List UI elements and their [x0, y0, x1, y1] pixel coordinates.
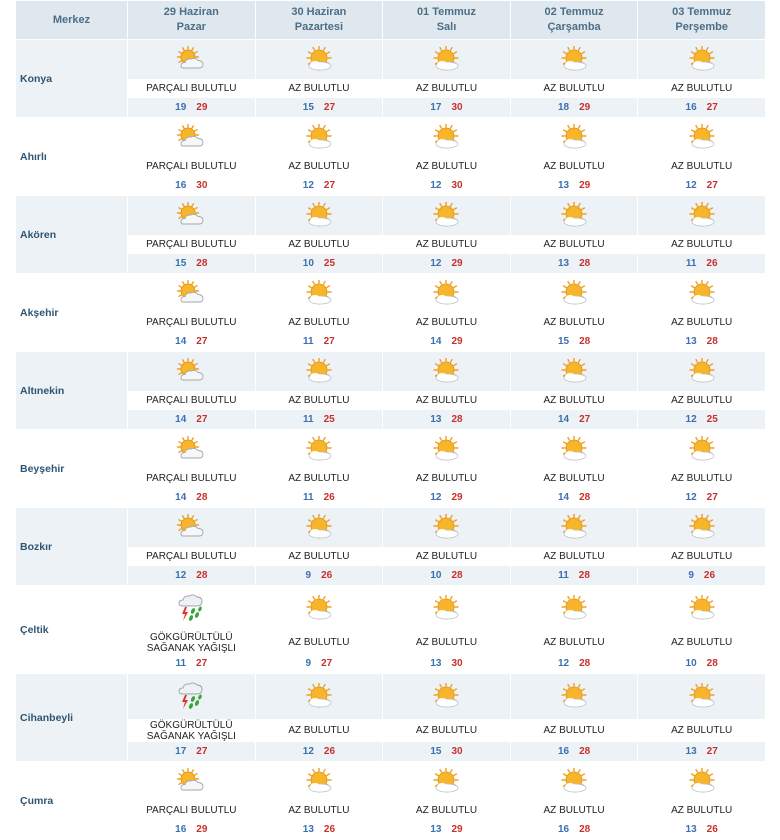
header-date: 02 Temmuz	[544, 6, 604, 18]
max-temperature: 28	[196, 492, 208, 503]
condition-text: PARÇALI BULUTLU	[128, 391, 255, 410]
min-temperature: 13	[430, 658, 442, 669]
mostly-sunny-icon	[687, 358, 717, 386]
condition-text: PARÇALI BULUTLU	[128, 547, 255, 566]
condition-text: AZ BULUTLU	[511, 631, 638, 654]
max-temperature: 28	[706, 336, 718, 347]
table-row	[16, 40, 766, 118]
min-temperature: 11	[685, 258, 697, 269]
forecast-cell	[128, 352, 256, 430]
partly-cloudy-icon	[176, 202, 206, 230]
max-temperature: 30	[451, 102, 463, 113]
forecast-cell	[510, 40, 638, 118]
condition-text: AZ BULUTLU	[511, 801, 638, 820]
condition-text: AZ BULUTLU	[256, 547, 383, 566]
header-weekday: Pazartesi	[294, 21, 344, 33]
min-temperature: 14	[175, 336, 187, 347]
table-row	[16, 674, 766, 762]
header-day-1	[128, 1, 256, 40]
forecast-cell	[383, 762, 511, 840]
header-day-2	[255, 1, 383, 40]
forecast-cell	[128, 586, 256, 674]
max-temperature: 27	[323, 180, 336, 191]
partly-cloudy-icon	[176, 768, 206, 796]
min-temperature: 12	[175, 570, 187, 581]
min-temperature: 14	[430, 336, 442, 347]
min-temperature: 12	[302, 180, 314, 191]
forecast-cell	[383, 118, 511, 196]
max-temperature: 28	[579, 658, 591, 669]
forecast-cell	[510, 196, 638, 274]
header-weekday: Pazar	[176, 21, 206, 33]
max-temperature: 27	[323, 336, 335, 347]
mostly-sunny-icon	[304, 124, 334, 152]
city-name[interactable]: Çumra	[16, 762, 128, 840]
partly-cloudy-icon	[176, 46, 206, 74]
min-temperature: 12	[430, 492, 442, 503]
condition-text: AZ BULUTLU	[256, 79, 383, 98]
condition-text: AZ BULUTLU	[638, 719, 765, 742]
condition-text: PARÇALI BULUTLU	[128, 469, 255, 488]
condition-text: PARÇALI BULUTLU	[128, 157, 255, 176]
condition-text: AZ BULUTLU	[383, 547, 510, 566]
partly-cloudy-icon	[176, 280, 206, 308]
forecast-cell	[383, 674, 511, 762]
forecast-cell	[128, 274, 256, 352]
condition-text: AZ BULUTLU	[638, 631, 765, 654]
forecast-table	[15, 0, 766, 840]
condition-text: GÖKGÜRÜLTÜLÜ SAĞANAK YAĞIŞLI	[128, 719, 255, 742]
header-day-4	[510, 1, 638, 40]
min-temperature: 16	[685, 102, 697, 113]
city-name[interactable]: Akören	[16, 196, 128, 274]
forecast-cell	[255, 586, 383, 674]
max-temperature: 25	[706, 414, 718, 425]
forecast-cell	[128, 674, 256, 762]
max-temperature: 25	[323, 414, 335, 425]
forecast-cell	[255, 352, 383, 430]
max-temperature: 30	[451, 658, 463, 669]
header-weekday: Salı	[436, 21, 457, 33]
max-temperature: 29	[196, 824, 208, 835]
forecast-cell	[510, 274, 638, 352]
mostly-sunny-icon	[304, 514, 334, 542]
condition-text: AZ BULUTLU	[383, 79, 510, 98]
condition-text: AZ BULUTLU	[256, 235, 383, 254]
table-row	[16, 118, 766, 196]
forecast-cell	[255, 762, 383, 840]
header-date: 29 Haziran	[163, 6, 219, 18]
header-date: 30 Haziran	[291, 6, 347, 18]
forecast-cell	[383, 40, 511, 118]
max-temperature: 28	[451, 570, 463, 581]
condition-text: AZ BULUTLU	[256, 391, 383, 410]
forecast-cell	[510, 118, 638, 196]
condition-text: AZ BULUTLU	[256, 719, 383, 742]
mostly-sunny-icon	[559, 768, 589, 796]
mostly-sunny-icon	[559, 46, 589, 74]
min-temperature: 13	[302, 824, 314, 835]
forecast-cell	[638, 430, 766, 508]
forecast-cell	[383, 196, 511, 274]
max-temperature: 28	[579, 824, 591, 835]
max-temperature: 27	[706, 492, 718, 503]
forecast-cell	[128, 762, 256, 840]
mostly-sunny-icon	[559, 436, 589, 464]
forecast-cell	[510, 586, 638, 674]
min-temperature: 15	[557, 336, 570, 347]
header-date: 03 Temmuz	[672, 6, 732, 18]
max-temperature: 29	[451, 492, 463, 503]
min-temperature: 14	[175, 414, 187, 425]
max-temperature: 26	[323, 746, 336, 757]
min-temperature: 14	[557, 414, 570, 425]
city-name[interactable]: Ahırlı	[16, 118, 128, 196]
min-temperature: 13	[685, 824, 697, 835]
min-temperature: 14	[557, 492, 570, 503]
condition-text: AZ BULUTLU	[256, 313, 383, 332]
condition-text: AZ BULUTLU	[256, 469, 383, 488]
mostly-sunny-icon	[304, 202, 334, 230]
mostly-sunny-icon	[687, 768, 717, 796]
min-temperature: 12	[685, 414, 697, 425]
mostly-sunny-icon	[431, 595, 461, 623]
forecast-cell	[383, 586, 511, 674]
max-temperature: 27	[323, 102, 336, 113]
max-temperature: 27	[706, 102, 718, 113]
forecast-cell	[638, 508, 766, 586]
max-temperature: 26	[323, 492, 335, 503]
max-temperature: 26	[323, 824, 336, 835]
table-row	[16, 762, 766, 840]
condition-text: AZ BULUTLU	[511, 157, 638, 176]
mostly-sunny-icon	[431, 514, 461, 542]
condition-text: AZ BULUTLU	[511, 391, 638, 410]
min-temperature: 16	[175, 180, 187, 191]
condition-text: AZ BULUTLU	[511, 469, 638, 488]
forecast-body	[16, 40, 766, 840]
min-temperature: 16	[557, 824, 570, 835]
min-temperature: 13	[685, 336, 697, 347]
forecast-page	[15, 0, 765, 840]
min-temperature: 12	[557, 658, 570, 669]
forecast-cell	[255, 40, 383, 118]
max-temperature: 26	[706, 258, 718, 269]
max-temperature: 27	[579, 414, 591, 425]
table-row	[16, 508, 766, 586]
max-temperature: 27	[196, 414, 208, 425]
max-temperature: 29	[196, 102, 208, 113]
max-temperature: 28	[451, 414, 463, 425]
min-temperature: 19	[175, 102, 187, 113]
condition-text: AZ BULUTLU	[383, 469, 510, 488]
min-temperature: 9	[688, 570, 694, 581]
mostly-sunny-icon	[687, 280, 717, 308]
mostly-sunny-icon	[431, 683, 461, 711]
max-temperature: 25	[323, 258, 336, 269]
table-row	[16, 586, 766, 674]
min-temperature: 15	[430, 746, 442, 757]
min-temperature: 11	[303, 414, 314, 425]
min-temperature: 13	[430, 824, 442, 835]
condition-text: AZ BULUTLU	[638, 313, 765, 332]
partly-cloudy-icon	[176, 436, 206, 464]
condition-text: AZ BULUTLU	[383, 313, 510, 332]
condition-text: AZ BULUTLU	[383, 235, 510, 254]
mostly-sunny-icon	[304, 46, 334, 74]
table-row	[16, 196, 766, 274]
condition-text: AZ BULUTLU	[638, 391, 765, 410]
max-temperature: 26	[703, 570, 716, 581]
min-temperature: 12	[685, 180, 697, 191]
city-name[interactable]: Bozkır	[16, 508, 128, 586]
forecast-cell	[638, 40, 766, 118]
forecast-cell	[383, 352, 511, 430]
condition-text: AZ BULUTLU	[383, 157, 510, 176]
city-name[interactable]: Akşehir	[16, 274, 128, 352]
mostly-sunny-icon	[687, 46, 717, 74]
mostly-sunny-icon	[559, 595, 589, 623]
mostly-sunny-icon	[559, 280, 589, 308]
mostly-sunny-icon	[687, 124, 717, 152]
header-date: 01 Temmuz	[416, 6, 477, 18]
max-temperature: 28	[578, 570, 590, 581]
mostly-sunny-icon	[559, 124, 589, 152]
header-merkez: Merkez	[16, 1, 128, 40]
forecast-cell	[638, 674, 766, 762]
partly-cloudy-icon	[176, 124, 206, 152]
mostly-sunny-icon	[687, 514, 717, 542]
city-name[interactable]: Beyşehir	[16, 430, 128, 508]
min-temperature: 9	[305, 658, 312, 669]
forecast-cell	[128, 196, 256, 274]
min-temperature: 9	[305, 570, 312, 581]
mostly-sunny-icon	[431, 358, 461, 386]
mostly-sunny-icon	[304, 768, 334, 796]
mostly-sunny-icon	[304, 595, 334, 623]
condition-text: AZ BULUTLU	[511, 547, 638, 566]
condition-text: AZ BULUTLU	[383, 801, 510, 820]
forecast-cell	[638, 586, 766, 674]
forecast-cell	[255, 118, 383, 196]
max-temperature: 29	[451, 824, 463, 835]
max-temperature: 28	[706, 658, 718, 669]
min-temperature: 11	[175, 658, 187, 669]
min-temperature: 15	[175, 258, 187, 269]
forecast-cell	[255, 508, 383, 586]
condition-text: AZ BULUTLU	[511, 719, 638, 742]
min-temperature: 13	[557, 258, 570, 269]
mostly-sunny-icon	[559, 683, 589, 711]
forecast-cell	[383, 274, 511, 352]
table-row	[16, 352, 766, 430]
max-temperature: 28	[579, 336, 591, 347]
forecast-cell	[638, 762, 766, 840]
forecast-cell	[510, 508, 638, 586]
forecast-cell	[128, 40, 256, 118]
partly-cloudy-icon	[176, 358, 206, 386]
max-temperature: 28	[196, 570, 208, 581]
condition-text: AZ BULUTLU	[256, 157, 383, 176]
condition-text: AZ BULUTLU	[383, 391, 510, 410]
max-temperature: 27	[196, 658, 208, 669]
min-temperature: 18	[557, 102, 570, 113]
max-temperature: 29	[451, 336, 463, 347]
forecast-cell	[638, 274, 766, 352]
condition-text: AZ BULUTLU	[511, 235, 638, 254]
thunderstorm-rain-icon	[176, 680, 206, 714]
condition-text: PARÇALI BULUTLU	[128, 79, 255, 98]
header-day-3	[383, 1, 511, 40]
forecast-cell	[510, 762, 638, 840]
mostly-sunny-icon	[687, 595, 717, 623]
forecast-cell	[383, 430, 511, 508]
max-temperature: 28	[579, 746, 591, 757]
max-temperature: 28	[579, 258, 591, 269]
forecast-cell	[638, 352, 766, 430]
max-temperature: 30	[451, 746, 463, 757]
min-temperature: 17	[175, 746, 187, 757]
header-day-5	[638, 1, 766, 40]
forecast-cell	[128, 430, 256, 508]
min-temperature: 11	[558, 570, 569, 581]
min-temperature: 13	[557, 180, 570, 191]
table-row	[16, 274, 766, 352]
min-temperature: 13	[685, 746, 697, 757]
city-name[interactable]: Cihanbeyli	[16, 674, 128, 762]
min-temperature: 11	[303, 492, 314, 503]
mostly-sunny-icon	[304, 683, 334, 711]
min-temperature: 15	[302, 102, 314, 113]
max-temperature: 26	[321, 570, 333, 581]
max-temperature: 26	[706, 824, 718, 835]
forecast-cell	[638, 196, 766, 274]
condition-text: PARÇALI BULUTLU	[128, 801, 255, 820]
mostly-sunny-icon	[559, 202, 589, 230]
condition-text: AZ BULUTLU	[638, 801, 765, 820]
mostly-sunny-icon	[559, 358, 589, 386]
min-temperature: 13	[430, 414, 442, 425]
partly-cloudy-icon	[176, 514, 206, 542]
max-temperature: 27	[321, 658, 333, 669]
condition-text: PARÇALI BULUTLU	[128, 313, 255, 332]
condition-text: GÖKGÜRÜLTÜLÜ SAĞANAK YAĞIŞLI	[128, 631, 255, 654]
min-temperature: 10	[302, 258, 314, 269]
max-temperature: 27	[706, 180, 718, 191]
condition-text: AZ BULUTLU	[256, 801, 383, 820]
forecast-cell	[638, 118, 766, 196]
max-temperature: 30	[451, 180, 463, 191]
mostly-sunny-icon	[431, 280, 461, 308]
header-weekday: Çarşamba	[547, 21, 601, 33]
min-temperature: 12	[430, 258, 442, 269]
condition-text: AZ BULUTLU	[256, 631, 383, 654]
mostly-sunny-icon	[304, 358, 334, 386]
mostly-sunny-icon	[304, 436, 334, 464]
mostly-sunny-icon	[431, 436, 461, 464]
condition-text: AZ BULUTLU	[638, 235, 765, 254]
max-temperature: 27	[706, 746, 718, 757]
forecast-cell	[510, 352, 638, 430]
min-temperature: 12	[430, 180, 442, 191]
condition-text: AZ BULUTLU	[638, 469, 765, 488]
forecast-cell	[510, 674, 638, 762]
condition-text: AZ BULUTLU	[383, 719, 510, 742]
condition-text: AZ BULUTLU	[638, 157, 765, 176]
max-temperature: 30	[196, 180, 208, 191]
mostly-sunny-icon	[431, 124, 461, 152]
min-temperature: 10	[685, 658, 697, 669]
header-row	[16, 1, 766, 40]
min-temperature: 17	[430, 102, 442, 113]
forecast-cell	[255, 274, 383, 352]
forecast-cell	[255, 196, 383, 274]
mostly-sunny-icon	[431, 46, 461, 74]
mostly-sunny-icon	[304, 280, 334, 308]
forecast-cell	[128, 118, 256, 196]
condition-text: AZ BULUTLU	[383, 631, 510, 654]
forecast-cell	[383, 508, 511, 586]
thunderstorm-rain-icon	[176, 592, 206, 626]
min-temperature: 16	[557, 746, 570, 757]
min-temperature: 12	[302, 746, 314, 757]
header-weekday: Perşembe	[675, 21, 728, 33]
min-temperature: 12	[685, 492, 697, 503]
table-row	[16, 430, 766, 508]
forecast-cell	[510, 430, 638, 508]
mostly-sunny-icon	[559, 514, 589, 542]
max-temperature: 27	[196, 746, 208, 757]
max-temperature: 28	[196, 258, 208, 269]
condition-text: AZ BULUTLU	[511, 313, 638, 332]
condition-text: AZ BULUTLU	[638, 79, 765, 98]
min-temperature: 14	[175, 492, 187, 503]
city-name[interactable]: Çeltik	[16, 586, 128, 674]
max-temperature: 27	[196, 336, 208, 347]
forecast-cell	[128, 508, 256, 586]
max-temperature: 28	[579, 492, 591, 503]
mostly-sunny-icon	[431, 202, 461, 230]
condition-text: AZ BULUTLU	[511, 79, 638, 98]
min-temperature: 10	[430, 570, 442, 581]
forecast-cell	[255, 674, 383, 762]
max-temperature: 29	[451, 258, 463, 269]
condition-text: PARÇALI BULUTLU	[128, 235, 255, 254]
mostly-sunny-icon	[687, 683, 717, 711]
max-temperature: 29	[579, 180, 591, 191]
mostly-sunny-icon	[431, 768, 461, 796]
mostly-sunny-icon	[687, 436, 717, 464]
mostly-sunny-icon	[687, 202, 717, 230]
forecast-cell	[255, 430, 383, 508]
city-name[interactable]: Konya	[16, 40, 128, 118]
min-temperature: 11	[303, 336, 314, 347]
city-name[interactable]: Altınekin	[16, 352, 128, 430]
condition-text: AZ BULUTLU	[638, 547, 765, 566]
max-temperature: 29	[579, 102, 591, 113]
min-temperature: 16	[175, 824, 187, 835]
